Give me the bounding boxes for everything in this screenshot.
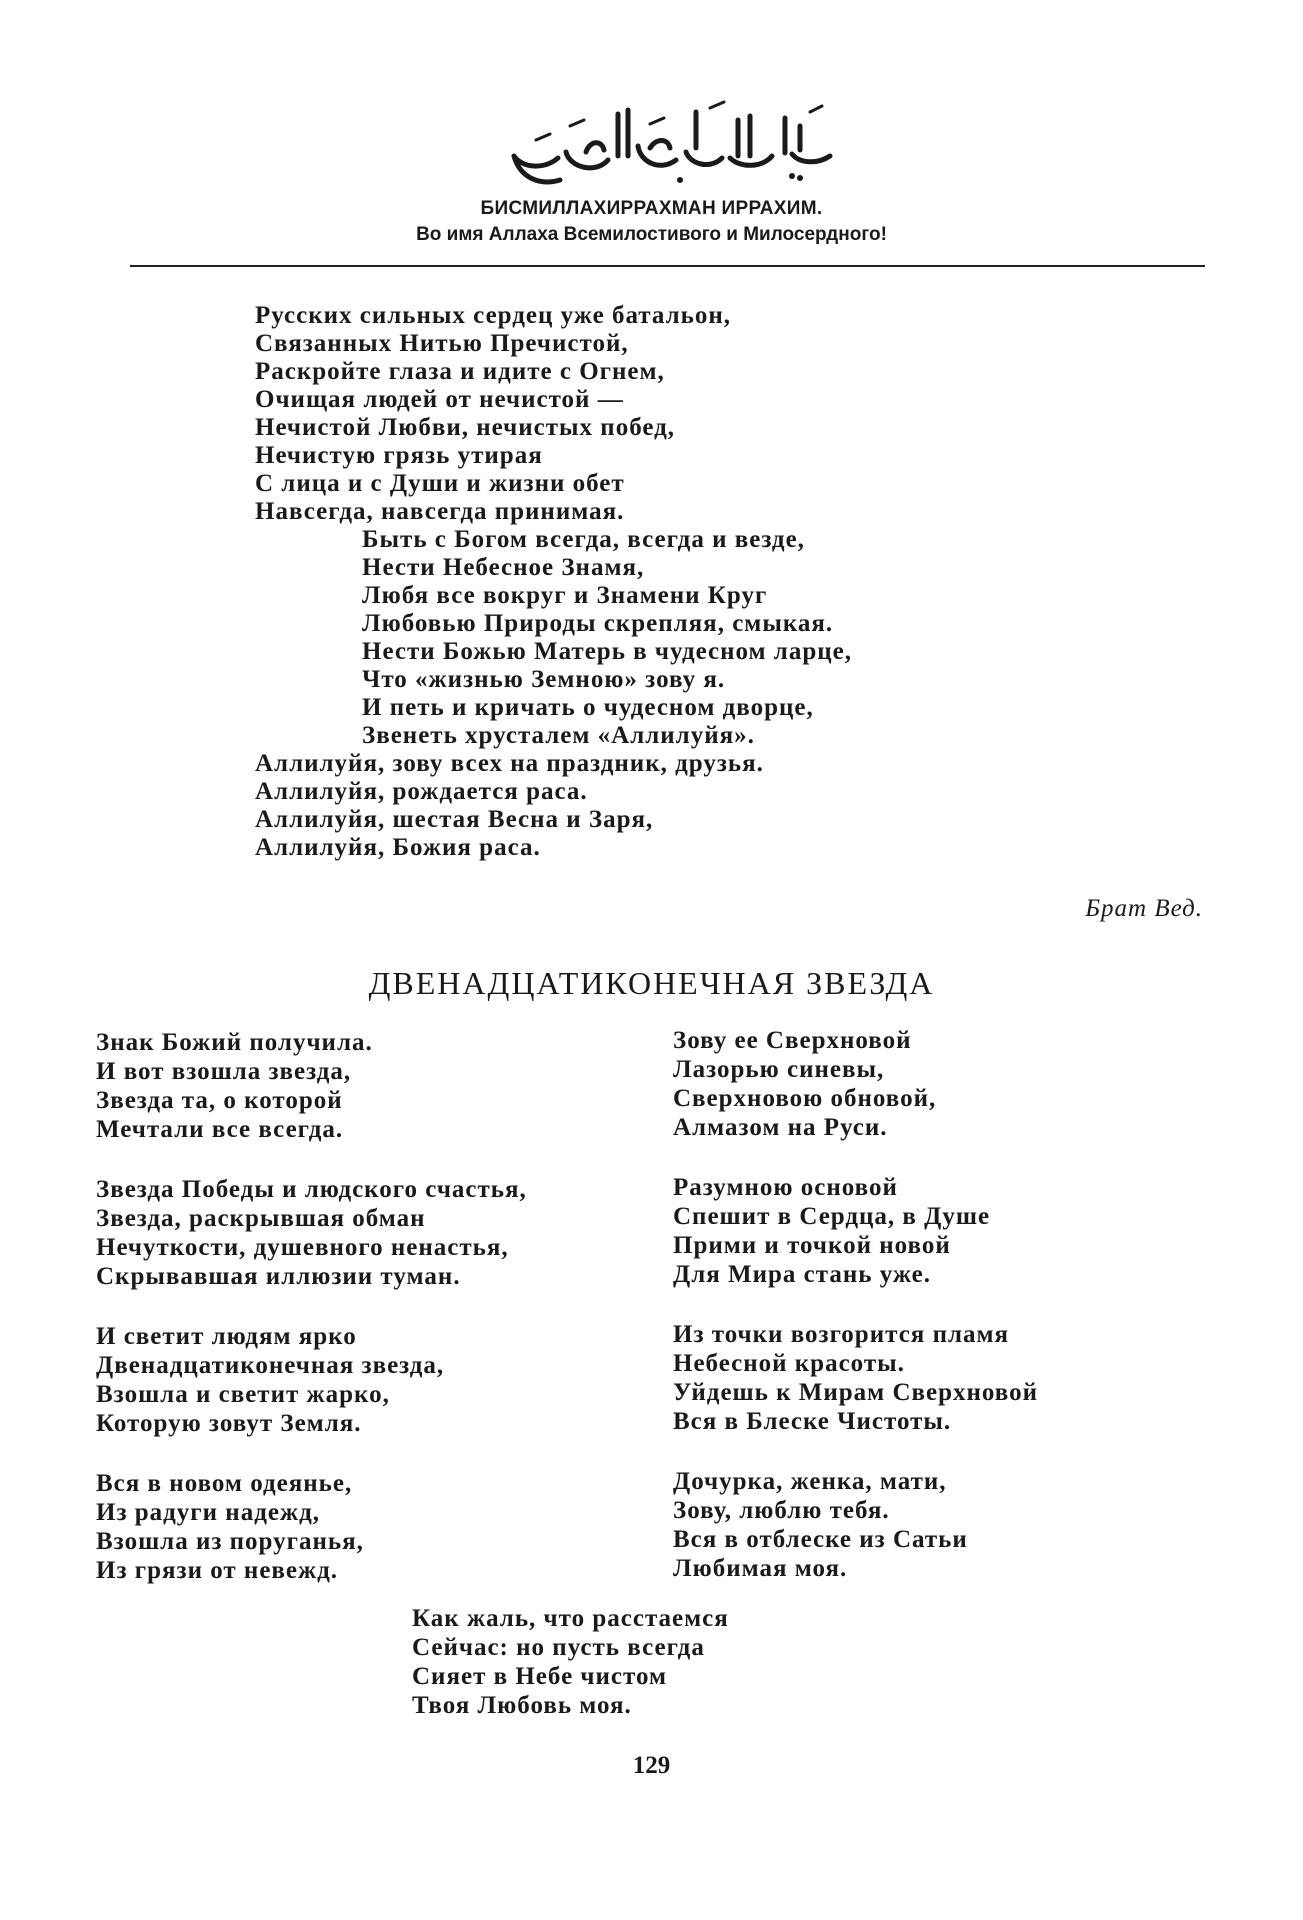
poem-line: Вся в отблеске из Сатьи: [673, 1526, 968, 1553]
poem-2-title: ДВЕНАДЦАТИКОНЕЧНАЯ ЗВЕЗДА: [368, 965, 935, 1001]
poem-line: Небесной красоты.: [673, 1350, 905, 1377]
poem-line: Нечуткости, душевного ненастья,: [96, 1234, 509, 1261]
poem-line: Быть с Богом всегда, всегда и везде,: [362, 526, 805, 553]
poem-line: Аллилуйя, зову всех на праздник, друзья.: [255, 750, 764, 777]
poem-line: Нечистую грязь утирая: [255, 442, 543, 469]
poem-line: Нести Божью Матерь в чудесном ларце,: [362, 638, 852, 665]
poem-line: Раскройте глаза и идите с Огнем,: [255, 358, 665, 385]
poem-line: Вся в новом одеянье,: [96, 1470, 353, 1497]
poem-line: Зову ее Сверхновой: [673, 1027, 912, 1054]
poem-line: Уйдешь к Мирам Сверхновой: [673, 1379, 1039, 1406]
poem-line: Звенеть хрусталем «Аллилуйя».: [362, 722, 755, 749]
poem-line: Сейчас: но пусть всегда: [412, 1634, 705, 1661]
poem-line: Взошла из поруганья,: [96, 1528, 364, 1555]
poem-line: Прими и точкой новой: [673, 1232, 951, 1259]
stanza: [96, 1469, 527, 1585]
poem-line: Звезда Победы и людского счастья,: [96, 1176, 527, 1203]
poem-line: Лазорью синевы,: [673, 1056, 885, 1083]
poem-line: Из грязи от невежд.: [96, 1557, 339, 1584]
stanza: [673, 1173, 1038, 1289]
stanza: [96, 1322, 527, 1438]
stanza: [673, 1467, 1038, 1583]
stanza: [673, 1320, 1038, 1436]
poem-line: Аллилуйя, рождается раса.: [255, 778, 588, 805]
poem-2-left-column: [96, 1028, 527, 1616]
header-divider: [130, 265, 1205, 267]
stanza: [673, 1026, 1038, 1142]
poem-line: Взошла и светит жарко,: [96, 1381, 390, 1408]
poem-1: [255, 302, 852, 862]
poem-line: Алмазом на Руси.: [673, 1114, 888, 1141]
poem-line: Как жаль, что расстаемся: [412, 1605, 729, 1632]
poem-line: Сияет в Небе чистом: [412, 1663, 668, 1690]
poem-line: Аллилуйя, шестая Весна и Заря,: [255, 806, 654, 833]
poem-line: Твоя Любовь моя.: [412, 1692, 632, 1719]
poem-line: Что «жизнью Земною» зову я.: [362, 666, 726, 693]
poem-line: Скрывавшая иллюзии туман.: [96, 1263, 461, 1290]
poem-line: Навсегда, навсегда принимая.: [255, 498, 625, 525]
poem-line: Разумною основой: [673, 1174, 898, 1201]
poem-2-final-stanza: [412, 1604, 729, 1720]
poem-line: Зову, люблю тебя.: [673, 1497, 890, 1524]
poem-line: Дочурка, женка, мати,: [673, 1468, 947, 1495]
poem-line: Спешит в Сердца, в Душе: [673, 1203, 991, 1230]
poem-line: Любимая моя.: [673, 1555, 848, 1582]
poem-line: Связанных Нитью Пречистой,: [255, 330, 629, 357]
poem-line: Звезда та, о которой: [96, 1087, 343, 1114]
header-title: БИСМИЛЛАХИРРАХМАН ИРРАХИМ.: [480, 198, 823, 219]
poem-line: Любя все вокруг и Знамени Круг: [362, 582, 768, 609]
poem-line: Очищая людей от нечистой —: [255, 386, 624, 413]
poem-line: Нечистой Любви, нечистых побед,: [255, 414, 676, 441]
poem-line: И петь и кричать о чудесном дворце,: [362, 694, 814, 721]
poem-line: Вся в Блеске Чистоты.: [673, 1408, 952, 1435]
poem-line: И светит людям ярко: [96, 1323, 357, 1350]
poem-line: Звезда, раскрывшая обман: [96, 1205, 426, 1232]
poem-line: Русских сильных сердец уже батальон,: [255, 302, 732, 329]
poem-line: Из точки возгорится пламя: [673, 1321, 1010, 1348]
poem-line: Любовью Природы скрепляя, смыкая.: [362, 610, 834, 637]
signature: Брат Вед.: [1085, 895, 1203, 922]
basmala-calligraphy: [500, 98, 840, 190]
header-subtitle: Во имя Аллаха Всемилостивого и Милосердного!: [416, 224, 887, 245]
poem-line: С лица и с Души и жизни обет: [255, 470, 625, 497]
poem-line: Мечтали все всегда.: [96, 1116, 344, 1143]
poem-line: И вот взошла звезда,: [96, 1058, 352, 1085]
poem-line: Для Мира стань уже.: [673, 1261, 932, 1288]
poem-line: Двенадцатиконечная звезда,: [96, 1352, 445, 1379]
stanza: [96, 1028, 527, 1144]
page-number: 129: [632, 1752, 671, 1779]
stanza: [96, 1175, 527, 1291]
poem-line: Знак Божий получила.: [96, 1029, 373, 1056]
poem-line: Из радуги надежд,: [96, 1499, 320, 1526]
poem-2-right-column: [673, 1026, 1038, 1614]
poem-line: Нести Небесное Знамя,: [362, 554, 645, 581]
poem-line: Которую зовут Земля.: [96, 1410, 362, 1437]
poem-line: Аллилуйя, Божия раса.: [255, 834, 541, 861]
poem-line: Сверхновою обновой,: [673, 1085, 937, 1112]
